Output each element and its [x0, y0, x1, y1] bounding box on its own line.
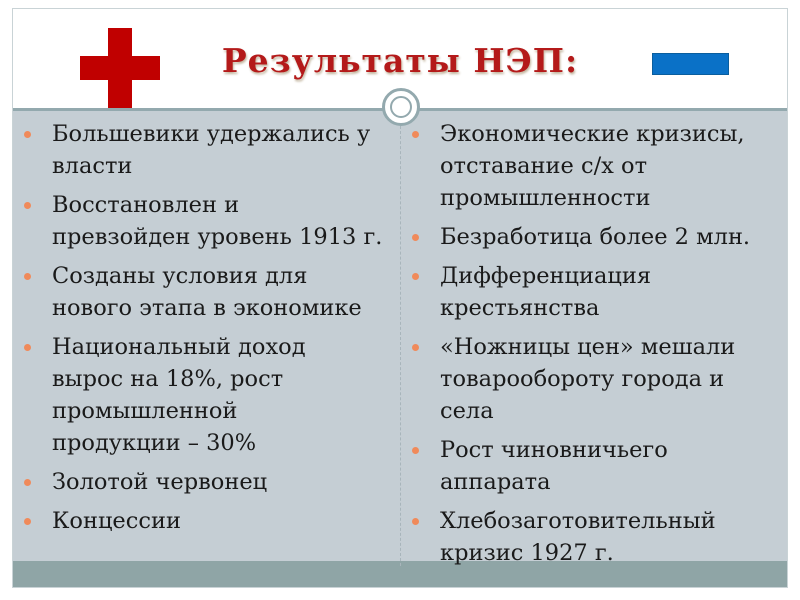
list-item: Концессии [24, 505, 404, 537]
right-column-list [412, 118, 782, 576]
bullet-icon [24, 273, 31, 280]
bullet-icon [412, 234, 419, 241]
bullet-icon [24, 202, 31, 209]
list-item: Экономические кризисы, отставание с/х от промышленности [412, 118, 782, 214]
left-column-list [24, 118, 404, 544]
bullet-icon [412, 273, 419, 280]
bullet-icon [24, 131, 31, 138]
list-item: Хлебозаготовительный кризис 1927 г. [412, 505, 782, 569]
list-item: «Ножницы цен» мешали товарообороту города и села [412, 331, 782, 427]
bullet-icon [24, 479, 31, 486]
bullet-icon [24, 344, 31, 351]
list-item: Дифференциация крестьянства [412, 260, 782, 324]
bullet-icon [412, 518, 419, 525]
bullet-icon [412, 344, 419, 351]
list-item: Большевики удержались у власти [24, 118, 404, 182]
list-item: Безработица более 2 млн. [412, 221, 782, 253]
bullet-icon [412, 447, 419, 454]
slide-title: Результаты НЭП: [221, 41, 579, 80]
list-item: Национальный доход вырос на 18%, рост промышленной продукции – 30% [24, 331, 404, 459]
list-item: Восстановлен и превзойден уровень 1913 г. [24, 189, 404, 253]
bullet-icon [412, 131, 419, 138]
list-item: Золотой червонец [24, 466, 404, 498]
bullet-icon [24, 518, 31, 525]
list-item: Созданы условия для нового этапа в экономике [24, 260, 404, 324]
list-item: Рост чиновничьего аппарата [412, 434, 782, 498]
